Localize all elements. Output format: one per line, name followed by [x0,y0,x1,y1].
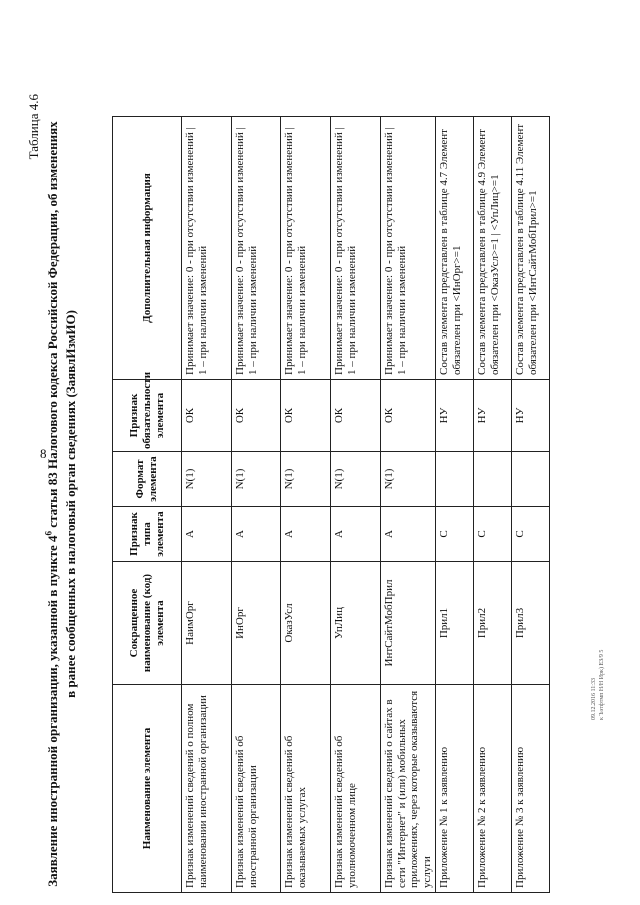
table-title [44,117,80,891]
element-name-cell: Признак изменений сведений об оказываемых услугах [281,685,331,893]
element-required-cell: НУ [474,380,512,452]
element-code-cell: Прил1 [436,562,474,685]
element-name-cell: Приложение № 1 к заявлению [436,685,474,893]
element-required-cell: НУ [512,380,550,452]
title-part-1: Заявление иностранной организации, указанной в пункте 4 [45,535,60,887]
element-required-cell: НУ [436,380,474,452]
table-row [232,117,281,893]
element-format-cell: N(1) [281,452,331,507]
element-format-cell [512,452,550,507]
table-row [281,117,331,893]
element-code-cell: ИнОрг [232,562,281,685]
element-info-cell: Принимает значение: 0 - при отсутствии изменений | 1 – при наличии изменений [381,117,436,380]
table-header-row [113,117,182,893]
element-format-cell: N(1) [381,452,436,507]
table-row [331,117,381,893]
table-label: Таблица 4.6 [26,94,41,160]
element-type-cell: А [381,507,436,562]
element-info-cell: Принимает значение: 0 - при отсутствии изменений | 1 – при наличии изменений [331,117,381,380]
element-format-cell [474,452,512,507]
element-info-cell: Принимает значение: 0 - при отсутствии изменений | 1 – при наличии изменений [232,117,281,380]
table-row [381,117,436,893]
stamp-date: 09.12.2016 11:33 [591,678,597,720]
stamp-code: к Ъэтфтмп Н/Н Ирк) ЕЗ/9 5 [599,649,605,720]
page-number: 8 [40,446,47,461]
element-name-cell: Признак изменений сведений об иностранной организации [232,685,281,893]
header-cell: Наименование элемента [113,685,182,893]
element-info-cell: Принимает значение: 0 - при отсутствии изменений | 1 – при наличии изменений [182,117,232,380]
element-name-cell: Приложение № 2 к заявлению [474,685,512,893]
element-type-cell: А [281,507,331,562]
header-cell: Признак обязательности элемента [113,380,182,452]
element-type-cell: С [474,507,512,562]
element-format-cell [436,452,474,507]
header-cell: Признак типа элемента [113,507,182,562]
table-row [512,117,550,893]
element-format-cell: N(1) [182,452,232,507]
title-part-2: статьи 83 Налогового кодекса Российской Федерации, об изменениях в ранее сообщенных в налоговый орган сведениях (ЗаявлИзмИО) [45,121,78,698]
element-required-cell: ОК [331,380,381,452]
element-required-cell: ОК [232,380,281,452]
elements-table [112,116,550,893]
element-code-cell: Прил3 [512,562,550,685]
element-code-cell: Прил2 [474,562,512,685]
element-type-cell: А [331,507,381,562]
title-superscript: 6 [43,530,54,536]
header-cell: Формат элемента [113,452,182,507]
element-required-cell: ОК [182,380,232,452]
element-code-cell: УпЛиц [331,562,381,685]
element-required-cell: ОК [381,380,436,452]
element-info-cell: Состав элемента представлен в таблице 4.11 Элемент обязателен при <ИнтСайтМобПрил>=1 [512,117,550,380]
element-name-cell: Приложение № 3 к заявлению [512,685,550,893]
header-cell: Сокращенное наименование (код) элемента [113,562,182,685]
element-type-cell: А [232,507,281,562]
element-name-cell: Признак изменений сведений о сайтах в сети "Интернет" и (или) мобильных приложениях, через которые оказываются услуги [381,685,436,893]
table-row [436,117,474,893]
element-format-cell: N(1) [232,452,281,507]
element-code-cell: НаимОрг [182,562,232,685]
element-name-cell: Признак изменений сведений о полном наименовании иностранной организации [182,685,232,893]
element-info-cell: Состав элемента представлен в таблице 4.9 Элемент обязателен при <ОказУсл>=1 | <УпЛиц>=1 [474,117,512,380]
element-type-cell: А [182,507,232,562]
element-format-cell: N(1) [331,452,381,507]
table-row [474,117,512,893]
element-required-cell: ОК [281,380,331,452]
header-cell: Дополнительная информация [113,117,182,380]
element-type-cell: С [436,507,474,562]
element-code-cell: ОказУсл [281,562,331,685]
element-type-cell: С [512,507,550,562]
element-code-cell: ИнтСайтМобПрил [381,562,436,685]
element-info-cell: Состав элемента представлен в таблице 4.7 Элемент обязателен при <ИнОрг>=1 [436,117,474,380]
element-name-cell: Признак изменений сведений об уполномоченном лице [331,685,381,893]
element-info-cell: Принимает значение: 0 - при отсутствии изменений | 1 – при наличии изменений [281,117,331,380]
table-row [182,117,232,893]
